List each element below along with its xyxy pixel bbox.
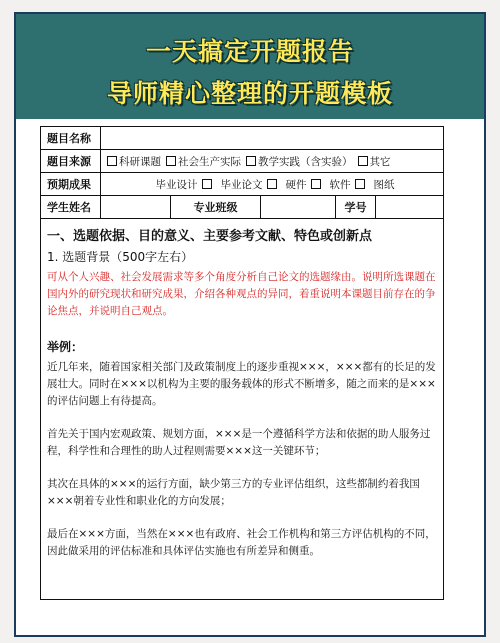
topic-name-label: 题目名称 — [41, 127, 101, 149]
example-paragraph: 近几年来，随着国家相关部门及政策制度上的逐步重视×××，×××都有的长足的发展壮大。同时在×××以机构为主要的服务载体的形式不断增多，随之而来的是×××的评估问题上有待提高。 — [47, 361, 436, 407]
student-id-label: 学号 — [336, 196, 376, 218]
expected-result-option[interactable]: 毕业论文 — [221, 177, 279, 192]
banner-title-line-2: 导师精心整理的开题模板 — [106, 79, 393, 108]
checkbox-icon[interactable] — [267, 179, 277, 189]
expected-result-options — [101, 173, 443, 195]
expected-result-label: 预期成果 — [41, 173, 101, 195]
checkbox-icon[interactable] — [358, 156, 368, 166]
checkbox-icon[interactable] — [311, 179, 321, 189]
checkbox-icon[interactable] — [202, 179, 212, 189]
row-topic-name — [41, 127, 443, 150]
instruction-hint: 可从个人兴趣、社会发展需求等多个角度分析自己论文的选题缘由。说明所选课题在国内外的研究现状和研究成果，介绍各种观点的异同，着重说明本课题目前存在的争论焦点，并说明自己观点。 — [47, 271, 436, 317]
banner-title-line-1: 一天搞定开题报告 — [145, 37, 354, 66]
major-class-field[interactable] — [261, 196, 336, 218]
content-area — [41, 219, 443, 599]
topic-source-option[interactable]: 其它 — [358, 154, 391, 169]
expected-result-option[interactable]: 硬件 — [286, 177, 323, 192]
topic-source-option[interactable]: 社会生产实际 — [166, 154, 241, 169]
subsection-title: 1. 选题背景（500字左右） — [47, 250, 194, 264]
expected-result-option[interactable]: 毕业设计 — [156, 177, 214, 192]
topic-name-field[interactable] — [101, 127, 443, 149]
major-class-label: 专业班级 — [171, 196, 261, 218]
row-student-info — [41, 196, 443, 219]
topic-source-option[interactable]: 科研课题 — [107, 154, 161, 169]
checkbox-icon[interactable] — [107, 156, 117, 166]
student-id-field[interactable] — [376, 196, 443, 218]
example-paragraph: 最后在×××方面，当然在×××也有政府、社会工作机构和第三方评估机构的不同，因此做采用的评估标准和具体评估实施也有所差异和侧重。 — [47, 528, 436, 557]
section-title: 一、选题依据、目的意义、主要参考文献、特色或创新点 — [47, 229, 373, 244]
expected-result-option[interactable]: 图纸 — [373, 178, 395, 191]
topic-source-option[interactable]: 教学实践（含实验） — [246, 154, 353, 169]
row-topic-source — [41, 150, 443, 173]
proposal-form — [40, 126, 444, 600]
example-title: 举例： — [47, 340, 84, 354]
title-banner — [16, 14, 484, 123]
row-expected-result — [41, 173, 443, 196]
topic-source-label: 题目来源 — [41, 150, 101, 172]
example-paragraph: 首先关于国内宏观政策、规划方面，×××是一个遵循科学方法和依据的助人服务过程，科学性和合理性的助人过程则需要×××这一关键环节； — [47, 428, 431, 457]
student-name-field[interactable] — [101, 196, 171, 218]
student-name-label: 学生姓名 — [41, 196, 101, 218]
topic-source-options — [101, 150, 443, 172]
expected-result-option[interactable]: 软件 — [330, 177, 367, 192]
checkbox-icon[interactable] — [355, 179, 365, 189]
checkbox-icon[interactable] — [246, 156, 256, 166]
example-paragraph: 其次在具体的×××的运行方面，缺少第三方的专业评估组织，这些都制约着我国×××朝着专业性和职业化的方向发展； — [47, 478, 420, 507]
checkbox-icon[interactable] — [166, 156, 176, 166]
